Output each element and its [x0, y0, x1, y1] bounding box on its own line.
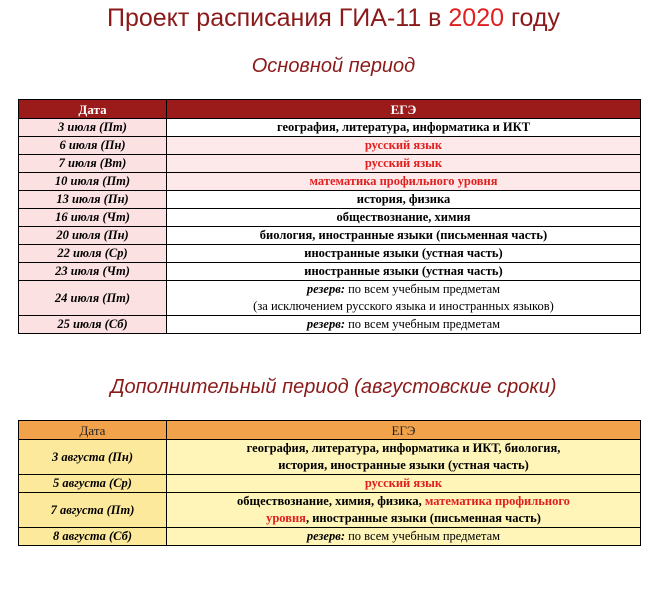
row-subjects	[167, 281, 641, 316]
subj-part1: обществознание, химия, физика,	[237, 494, 425, 508]
row-subjects-line2: история, иностранные языки (устная часть)	[278, 458, 529, 472]
subj-part-red1: математика профильного	[424, 494, 570, 508]
row-date: 8 августа (Сб)	[19, 528, 167, 546]
row-date: 6 июля (Пн)	[19, 137, 167, 155]
col-date: Дата	[19, 100, 167, 119]
row-subjects: география, литература, информатика и ИКТ	[167, 119, 641, 137]
table-row	[19, 173, 641, 191]
reserve-text: по всем учебным предметам	[344, 529, 501, 543]
row-subjects-line1: география, литература, информатика и ИКТ, биология,	[246, 441, 561, 455]
table-row	[19, 316, 641, 334]
row-date: 13 июля (Пн)	[19, 191, 167, 209]
row-subjects: русский язык	[167, 475, 641, 493]
row-subjects: русский язык	[167, 137, 641, 155]
row-subjects: история, физика	[167, 191, 641, 209]
table-header	[19, 100, 641, 119]
reserve-text: по всем учебным предметам	[344, 282, 501, 296]
table-row	[19, 245, 641, 263]
row-date: 3 августа (Пн)	[19, 440, 167, 475]
subj-part3: , иностранные языки (письменная часть)	[305, 511, 541, 525]
row-subjects: биология, иностранные языки (письменная часть)	[167, 227, 641, 245]
extra-period-table	[18, 420, 641, 546]
page-title	[0, 4, 667, 33]
main-period-table	[18, 99, 641, 334]
col-exam: ЕГЭ	[167, 421, 641, 440]
row-date: 22 июля (Ср)	[19, 245, 167, 263]
table-row	[19, 493, 641, 528]
row-subjects: иностранные языки (устная часть)	[167, 263, 641, 281]
row-date: 23 июля (Чт)	[19, 263, 167, 281]
row-subjects: обществознание, химия	[167, 209, 641, 227]
table-row	[19, 227, 641, 245]
row-date: 7 августа (Пт)	[19, 493, 167, 528]
row-subjects	[167, 528, 641, 546]
table-row	[19, 155, 641, 173]
row-subjects	[167, 440, 641, 475]
subj-part-red2: уровня	[266, 511, 306, 525]
row-subjects	[167, 493, 641, 528]
main-period-heading: Основной период	[251, 55, 416, 77]
reserve-text: по всем учебным предметам	[344, 317, 501, 331]
row-date: 3 июля (Пт)	[19, 119, 167, 137]
table-row	[19, 119, 641, 137]
table-row	[19, 209, 641, 227]
extra-period-heading: Дополнительный период (августовские сроки)	[110, 376, 557, 398]
row-date: 10 июля (Пт)	[19, 173, 167, 191]
table-row	[19, 440, 641, 475]
table-row	[19, 191, 641, 209]
row-date: 5 августа (Ср)	[19, 475, 167, 493]
reserve-note: (за исключением русского языка и иностранных языков)	[253, 299, 554, 313]
row-date: 24 июля (Пт)	[19, 281, 167, 316]
table-row	[19, 281, 641, 316]
row-subjects: математика профильного уровня	[167, 173, 641, 191]
reserve-label: резерв:	[306, 317, 345, 331]
row-date: 20 июля (Пн)	[19, 227, 167, 245]
col-date: Дата	[19, 421, 167, 440]
reserve-label: резерв:	[306, 529, 345, 543]
title-year: 2020	[448, 4, 505, 32]
row-subjects	[167, 316, 641, 334]
reserve-label: резерв:	[306, 282, 345, 296]
row-date: 25 июля (Сб)	[19, 316, 167, 334]
row-subjects: русский язык	[167, 155, 641, 173]
row-subjects: иностранные языки (устная часть)	[167, 245, 641, 263]
table-row	[19, 475, 641, 493]
table-header	[19, 421, 641, 440]
title-text: Проект расписания ГИА-11 в	[107, 4, 449, 32]
row-date: 16 июля (Чт)	[19, 209, 167, 227]
col-exam: ЕГЭ	[167, 100, 641, 119]
table-row	[19, 137, 641, 155]
row-date: 7 июля (Вт)	[19, 155, 167, 173]
title-end: году	[504, 4, 560, 32]
table-row	[19, 263, 641, 281]
table-row	[19, 528, 641, 546]
